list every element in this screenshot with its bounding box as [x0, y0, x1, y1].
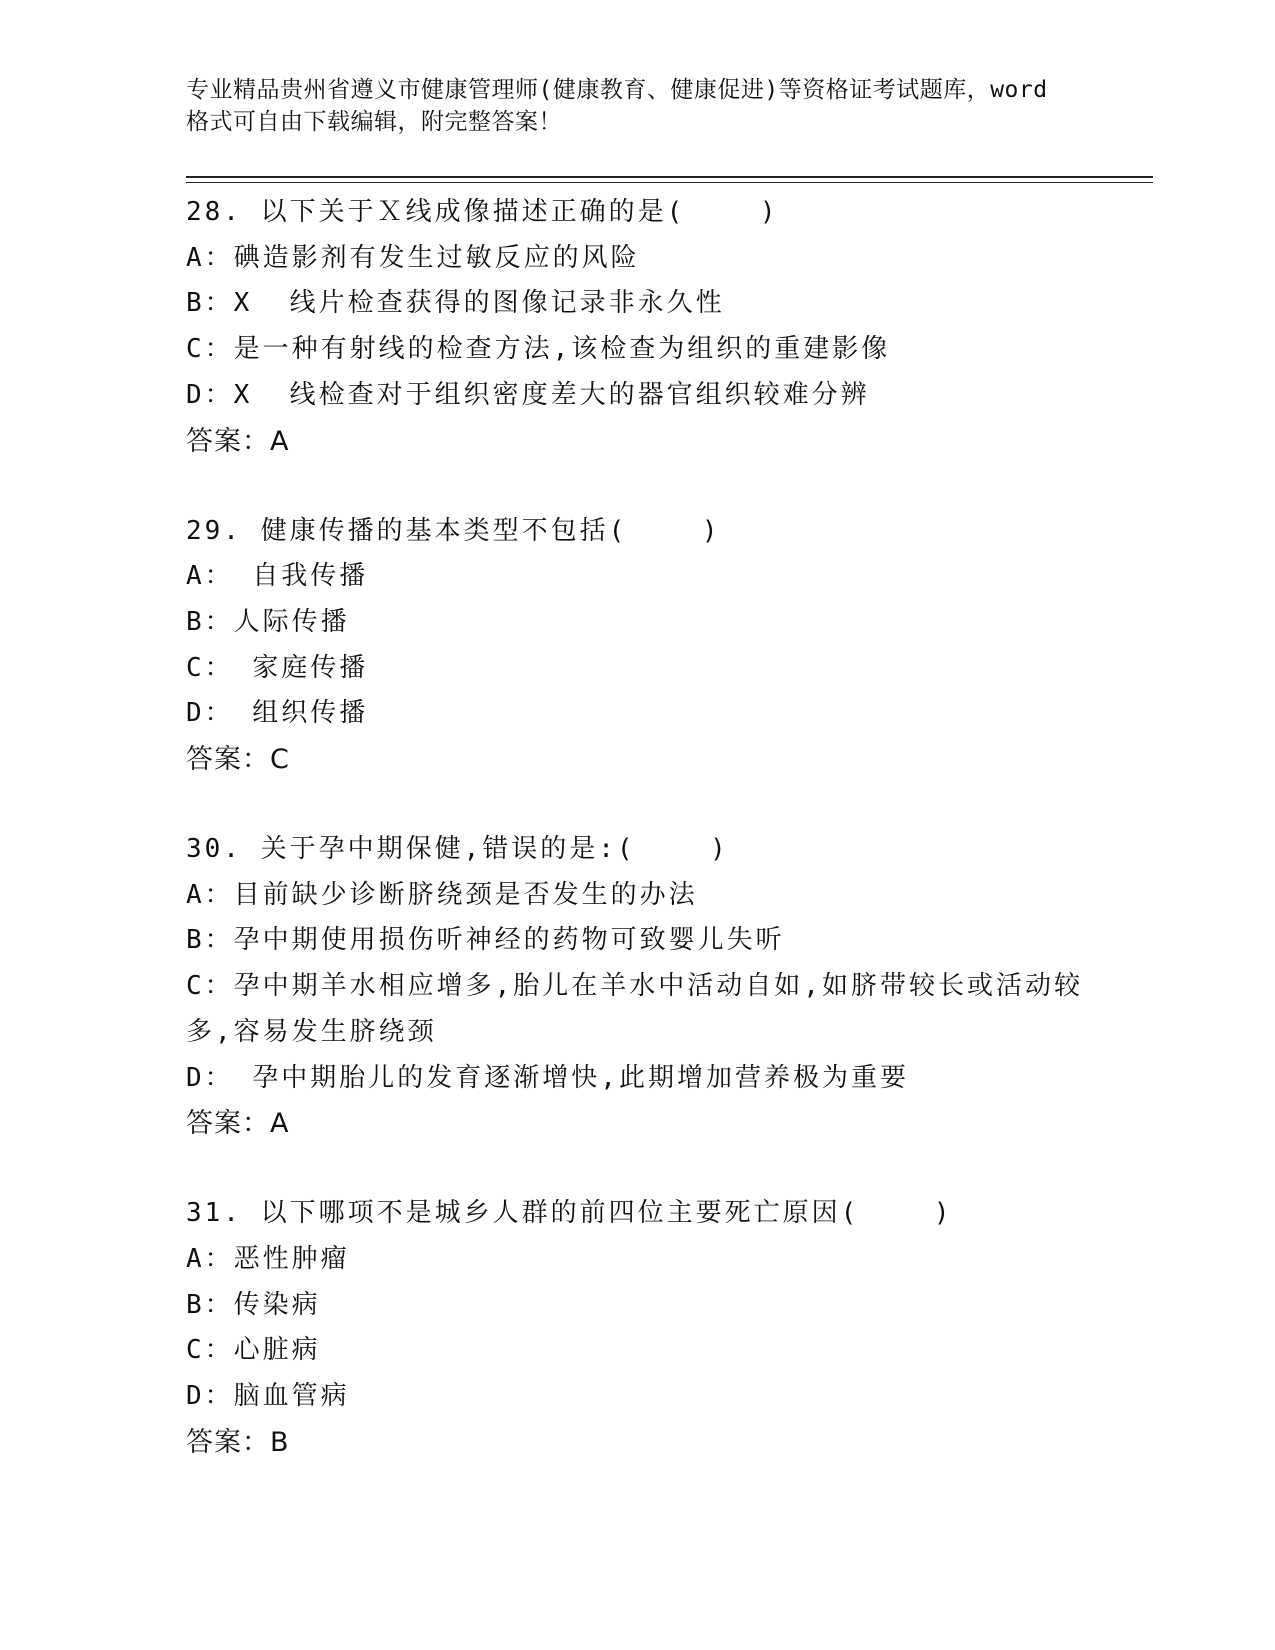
option-b: B：孕中期使用损伤听神经的药物可致婴儿失听 — [186, 925, 785, 956]
option-d: D：脑血管病 — [186, 1381, 350, 1412]
answer: 答案：A — [186, 425, 290, 457]
option-d: D：X 线检查对于组织密度差大的器官组织较难分辨 — [186, 379, 870, 410]
header-line-1: 专业精品贵州省遵义市健康管理师(健康教育、健康促进)等资格证考试题库，word — [186, 77, 1048, 103]
option-a: A：恶性肿瘤 — [186, 1243, 350, 1274]
question-stem: 29. 健康传播的基本类型不包括( ) — [186, 515, 721, 546]
header-line-2: 格式可自由下载编辑，附完整答案！ — [186, 109, 562, 135]
option-a: A： 自我传播 — [186, 561, 369, 592]
header-divider — [186, 176, 1153, 178]
question-28 — [186, 190, 1086, 465]
option-b: B：X 线片检查获得的图像记录非永久性 — [186, 288, 725, 319]
option-c: C： 家庭传播 — [186, 652, 369, 683]
question-29 — [186, 509, 1086, 784]
question-stem: 30. 关于孕中期保健,错误的是:( ) — [186, 834, 729, 865]
question-list — [186, 190, 1086, 1510]
question-stem: 28. 以下关于Ｘ线成像描述正确的是( ) — [186, 197, 779, 227]
option-d: D： 组织传播 — [186, 698, 369, 729]
option-c: C：孕中期羊水相应增多,胎儿在羊水中活动自如,如脐带较长或活动较多,容易发生脐绕颈 — [186, 971, 1083, 1047]
question-30 — [186, 827, 1086, 1147]
question-31 — [186, 1191, 1086, 1466]
option-b: B：人际传播 — [186, 606, 350, 637]
document-header — [186, 74, 1086, 138]
answer: 答案：A — [186, 1108, 290, 1140]
option-b: B：传染病 — [186, 1289, 321, 1320]
option-c: C：是一种有射线的检查方法,该检查为组织的重建影像 — [186, 334, 891, 365]
answer: 答案：C — [186, 744, 290, 776]
answer: 答案：B — [186, 1426, 290, 1458]
question-stem: 31. 以下哪项不是城乡人群的前四位主要死亡原因( ) — [186, 1198, 953, 1229]
option-d: D： 孕中期胎儿的发育逐渐增快,此期增加营养极为重要 — [186, 1062, 909, 1093]
header-divider-thin — [186, 182, 1153, 183]
option-a: A：碘造影剂有发生过敏反应的风险 — [186, 242, 640, 273]
option-a: A：目前缺少诊断脐绕颈是否发生的办法 — [186, 879, 698, 910]
option-c: C：心脏病 — [186, 1335, 321, 1366]
